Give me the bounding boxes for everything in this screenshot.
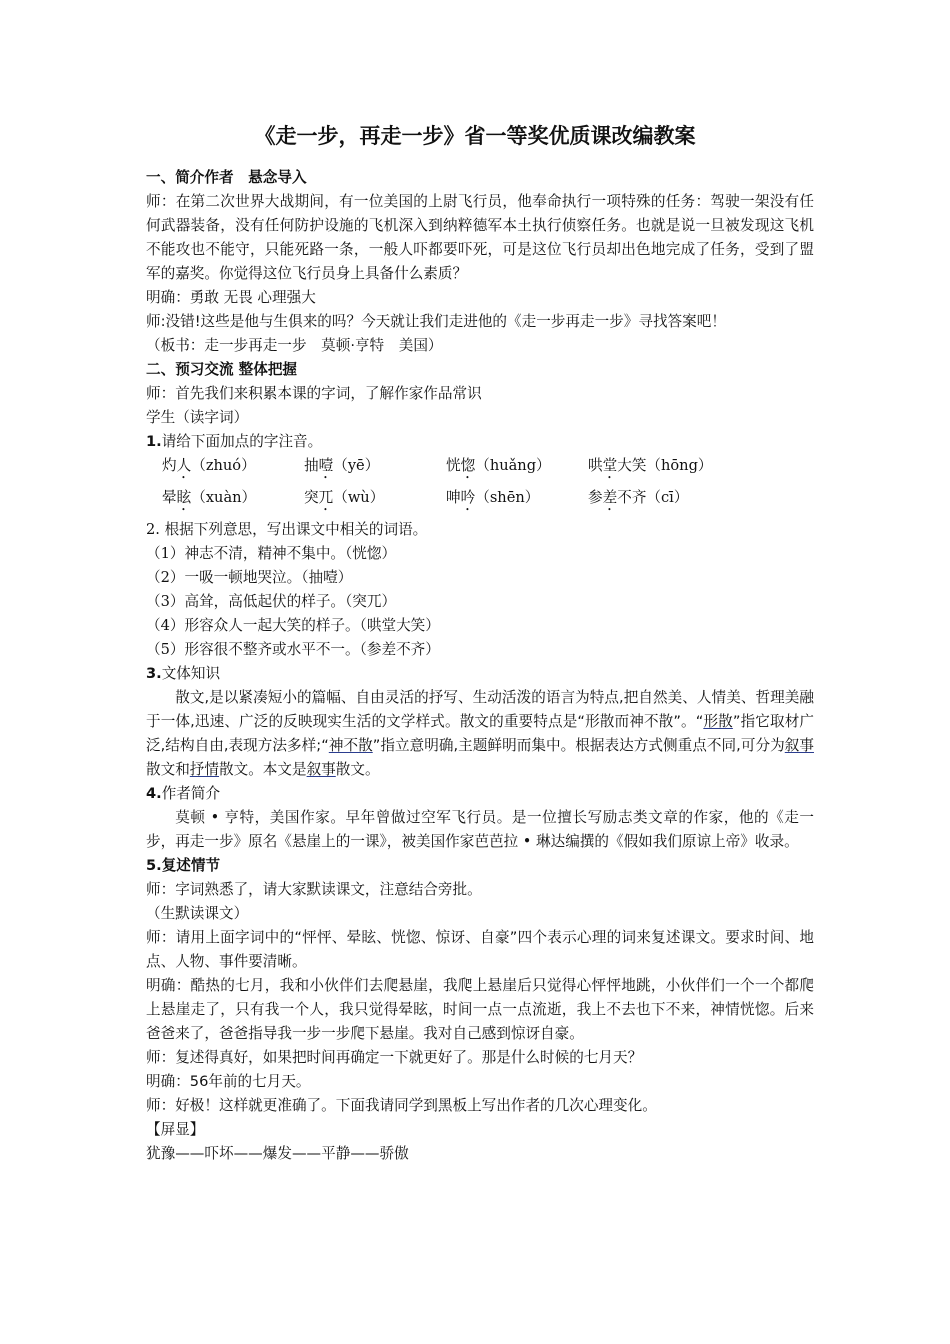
- underlined-term: 神不散: [328, 737, 373, 754]
- retell-line: （生默读课文）: [146, 905, 249, 922]
- vocab-item: 呻吟（shēn）: [446, 489, 540, 506]
- vocab-item: 参差不齐（cī）: [588, 489, 689, 506]
- question-number: 4.: [146, 785, 162, 802]
- question-3: [146, 662, 814, 686]
- document-title: 《走一步，再走一步》省一等奖优质课改编教案: [254, 124, 696, 148]
- question-1: [146, 430, 814, 454]
- question-number: 1.: [146, 433, 162, 450]
- answer-qualities: 明确：勇敢 无畏 心理强大: [146, 289, 316, 306]
- question-text: 文体知识: [161, 665, 221, 682]
- question-text: 作者简介: [161, 785, 221, 802]
- teacher-instruction: 师：首先我们来积累本课的字词，了解作家作品常识: [146, 385, 482, 402]
- retell-line: 师：好极！这样就更准确了。下面我请同学到黑板上写出作者的几次心理变化。: [146, 1097, 657, 1114]
- vocab-item: 哄堂大笑（hōng）: [588, 457, 713, 474]
- meaning-item: （3）高耸，高低起伏的样子。（突兀）: [146, 593, 397, 610]
- teacher-question: 师:没错!这些是他与生俱来的吗？今天就让我们走进他的《走一步再走一步》寻找答案吧！: [146, 313, 726, 330]
- section-heading-2: 二、预习交流 整体把握: [146, 361, 298, 378]
- question-4: [146, 782, 814, 806]
- retell-answer: 明确：酷热的七月，我和小伙伴们去爬悬崖，我爬上悬崖后只觉得心怦怦地跳，小伙伴们一个一个都爬上悬崖走了，只有我一个人，我只觉得晕眩，时间一点一点流逝，我上不去也下不来，神情恍惚。后来爸爸来了，爸爸指导我一步一步爬下悬崖。我对自己感到惊讶自豪。: [146, 977, 814, 1042]
- question-number: 3.: [146, 665, 162, 682]
- question-2: 2. 根据下列意思，写出课文中相关的词语。: [146, 521, 428, 538]
- author-paragraph: 莫顿 • 亨特，美国作家。早年曾做过空军飞行员。是一位擅长写励志类文章的作家，他的《走一步，再走一步》原名《悬崖上的一课》，被美国作家芭芭拉 • 琳达编撰的《假如我们原谅上帝》收录。: [146, 809, 814, 850]
- retell-line: 师：请用上面字词中的“怦怦、晕眩、恍惚、惊讶、自豪”四个表示心理的词来复述课文。要求时间、地点、人物、事件要清晰。: [146, 929, 814, 970]
- vocab-item: 晕眩（xuàn）: [162, 489, 257, 506]
- underlined-term: 叙事: [784, 737, 814, 754]
- meaning-item: （2）一吸一顿地哭泣。（抽噎）: [146, 569, 353, 586]
- vocab-item: 抽噎（yē）: [304, 457, 380, 474]
- underlined-term: 形散: [703, 713, 733, 730]
- meaning-item: （5）形容很不整齐或水平不一。（参差不齐）: [146, 641, 440, 658]
- vocab-item: 灼人（zhuó）: [162, 457, 256, 474]
- vocab-item: 突兀（wù）: [304, 489, 385, 506]
- screen-label: 【屏显】: [146, 1121, 205, 1138]
- underlined-term: 抒情: [189, 761, 219, 778]
- vocab-row-2: [146, 486, 814, 514]
- genre-paragraph: 散文,是以紧凑短小的篇幅、自由灵活的抒写、生动活泼的语言为特点,把自然美、人情美、哲理美融于一体,迅速、广泛的反映现实生活的文学样式。散文的重要特点是“形散而神不散”。“形散”指它取材广泛,结构自由,表现方法多样;“神不散”指立意明确,主题鲜明而集中。根据表达方式侧重点不同,可分为叙事散文和抒情散文。本文是叙事散文。: [146, 689, 814, 778]
- retell-line: 师：字词熟悉了，请大家默读课文，注意结合旁批。: [146, 881, 482, 898]
- question-text: 请给下面加点的字注音。: [161, 433, 323, 450]
- student-reading: 学生（读字词）: [146, 409, 249, 426]
- meaning-item: （1）神志不清，精神不集中。（恍惚）: [146, 545, 397, 562]
- retell-line: 师：复述得真好，如果把时间再确定一下就更好了。那是什么时候的七月天？: [146, 1049, 643, 1066]
- emotion-sequence: 犹豫——吓坏——爆发——平静——骄傲: [146, 1145, 409, 1162]
- question-5: 5.复述情节: [146, 857, 221, 874]
- retell-line: 明确：56年前的七月天。: [146, 1073, 311, 1090]
- document-body: [146, 166, 814, 1166]
- vocab-item: 恍惚（huǎng）: [446, 457, 551, 474]
- vocab-row-1: [146, 454, 814, 482]
- underlined-term: 叙事: [306, 761, 336, 778]
- meaning-item: （4）形容众人一起大笑的样子。（哄堂大笑）: [146, 617, 440, 634]
- section-heading-1: 一、简介作者 悬念导入: [146, 169, 307, 186]
- board-note: （板书：走一步再走一步 莫顿·亨特 美国）: [146, 337, 443, 354]
- paragraph-intro: 师：在第二次世界大战期间，有一位美国的上尉飞行员，他奉命执行一项特殊的任务：驾驶一架没有任何武器装备，没有任何防护设施的飞机深入到纳粹德军本土执行侦察任务。也就是说一旦被发现这飞机不能攻也不能守，只能死路一条，一般人吓都要吓死，可是这位飞行员却出色地完成了任务，受到了盟军的嘉奖。你觉得这位飞行员身上具备什么素质？: [146, 193, 814, 282]
